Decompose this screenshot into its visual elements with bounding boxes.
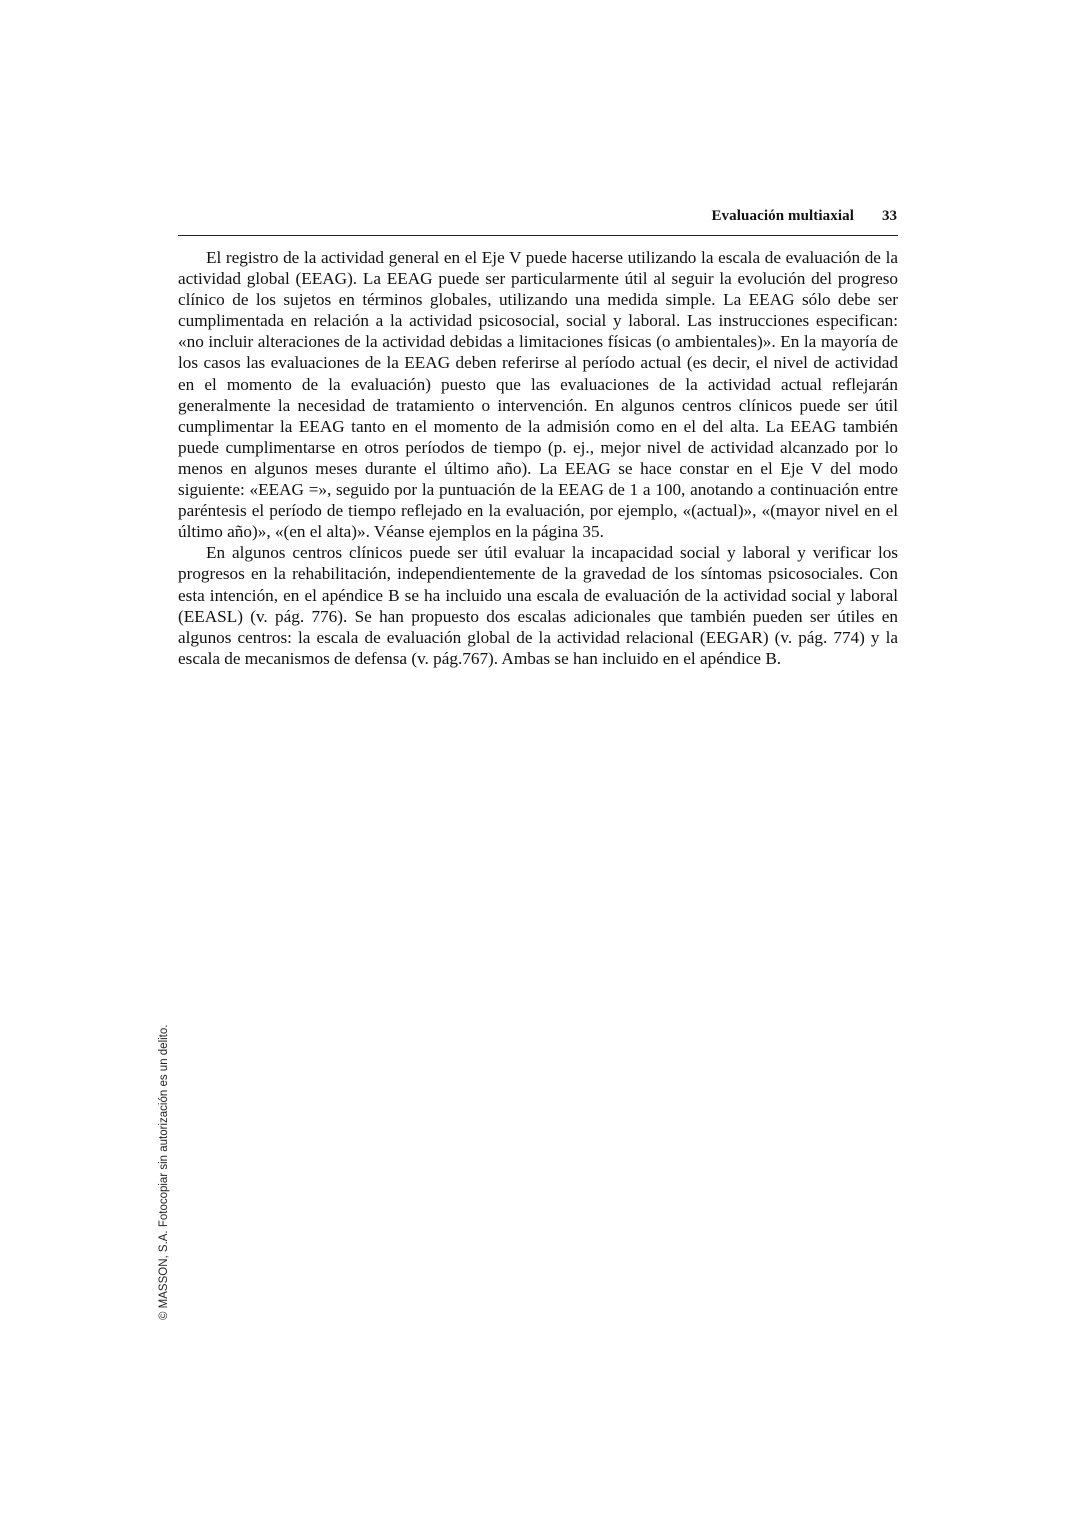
- header-title: Evaluación multiaxial: [711, 208, 854, 224]
- running-header: [178, 206, 898, 236]
- copyright-notice: © MASSON, S.A. Fotocopiar sin autorización es un delito.: [158, 1024, 170, 1320]
- paragraph-eeag: El registro de la actividad general en el Eje V puede hacerse utilizando la escala de evaluación de la actividad global (EEAG). La EEAG puede ser particularmente útil al seguir la evolución del progreso clínico de los sujetos en términos globales, utilizando una medida simple. La EEAG sólo debe ser cumplimentada en relación a la actividad psicosocial, social y laboral. Las instrucciones especifican: «no incluir alteraciones de la actividad debidas a limitaciones físicas (o ambientales)». En la mayoría de los casos las evaluaciones de la EEAG deben referirse al período actual (es decir, el nivel de actividad en el momento de la evaluación) puesto que las evaluaciones de la actividad actual reflejarán generalmente la necesidad de tratamiento o intervención. En algunos centros clínicos puede ser útil cumplimentar la EEAG tanto en el momento de la admisión como en el del alta. La EEAG también puede cumplimentarse en otros períodos de tiempo (p. ej., mejor nivel de actividad alcanzado por lo menos en algunos meses durante el último año). La EEAG se hace constar en el Eje V del modo siguiente: «EEAG =», seguido por la puntuación de la EEAG de 1 a 100, anotando a continuación entre paréntesis el período de tiempo reflejado en la evaluación, por ejemplo, «(actual)», «(mayor nivel en el último año)», «(en el alta)». Véanse ejemplos en la página 35.: [178, 248, 898, 542]
- page-number: 33: [882, 208, 897, 224]
- paragraph-additional-scales: En algunos centros clínicos puede ser útil evaluar la incapacidad social y laboral y verificar los progresos en la rehabilitación, independientemente de la gravedad de los síntomas psicosociales. Con esta intención, en el apéndice B se ha incluido una escala de evaluación de la actividad social y laboral (EEASL) (v. pág. 776). Se han propuesto dos escalas adicionales que también pueden ser útiles en algunos centros: la escala de evaluación global de la actividad relacional (EEGAR) (v. pág. 774) y la escala de mecanismos de defensa (v. pág.767). Ambas se han incluido en el apéndice B.: [178, 543, 898, 668]
- body-text: [178, 247, 898, 669]
